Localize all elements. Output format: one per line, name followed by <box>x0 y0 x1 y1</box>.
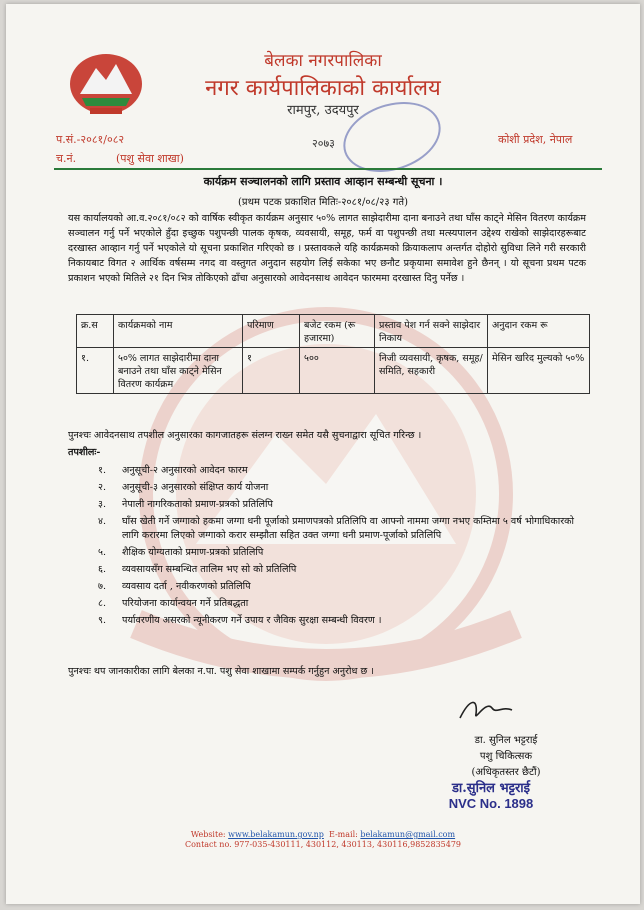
list-item: ६. व्यवसायसँग सम्बन्धित तालिम भए सो को प्रतिलिपि <box>98 564 297 575</box>
column-header: परिमाण <box>243 315 300 348</box>
header-divider <box>54 168 602 170</box>
signatory-name: डा. सुनिल भट्टराई <box>474 735 538 746</box>
closing-note: पुनश्चः थप जानकारीका लागि बेलका न.पा. पशु सेवा शाखामा सम्पर्क गर्नुहुन अनुरोध छ । <box>68 666 374 677</box>
dispatch-number-label: च.नं. <box>56 152 77 165</box>
program-table <box>76 314 590 394</box>
column-header: क्र.स <box>77 315 114 348</box>
website-label: Website: <box>190 830 226 839</box>
stamp-name: डा.सुनिल भट्टराई <box>451 781 531 796</box>
office-name: नगर कार्यपालिकाको कार्यालय <box>205 76 441 101</box>
attachments-title: तपशीलः- <box>68 447 101 458</box>
established-year: २०७३ <box>312 137 335 150</box>
municipality-name: बेलका नगरपालिका <box>264 51 382 71</box>
signature-icon <box>456 694 516 724</box>
list-item: ३. नेपाली नागरिकताको प्रमाण-प्रत्रको प्रतिलिपि <box>98 499 273 510</box>
notice-title: कार्यक्रम सञ्चालनको लागि प्रस्ताव आव्हान सम्बन्धी सूचना । <box>203 175 443 188</box>
list-item: १. अनुसूची-२ अनुसारको आवेदन फारम <box>98 465 248 476</box>
table-cell: मेसिन खरिद मुल्यको ५०% <box>488 348 590 394</box>
notice-subtitle: (प्रथम पटक प्रकाशित मितिः-२०८१/०८/२३ गते) <box>238 197 408 208</box>
footer <box>6 830 640 850</box>
reference-number: प.सं.-२०८१/०८२ <box>56 133 125 146</box>
table-row <box>77 348 590 394</box>
notice-body: यस कार्यालयको आ.व.२०८१/०८२ को वार्षिक स्वीकृत कार्यक्रम अनुसार ५०% लागत साझेदारीमा दाना बनाउने तथा घाँस काट्ने मेसिन वितरण कार्यक्रम सञ्चालन गर्नु पर्ने भएकोले हुँदा इच्छुक पशुपन्छी पालक कृषक, व्यवसायी, समूह, फर्म वा पशुपन्छी तथा मत्स्यपालन उद्देश्य राखेको साझेदारहरूबाट दरखास्त आव्हान गर्नु पर्ने भएकोले यो सूचना प्रकाशित गरिएको छ । प्रस्तावकले यहि कार्यक्रमको क्रियाकलाप अन्तर्गत दोहोरो सुविधा लिने गरी सरकारी निकायबाट विगत २ आर्थिक वर्षसम्म नगद वा वस्तुगत अनुदान सहयोग लिई सकेका भए छनौट प्रकृयामा समावेश हुने छैनन् । यो सूचना प्रथम पटक प्रकाशन भएको मितिले २१ दिन भित्र तोकिएको ढाँचा अनुसारको आवेदनसाथ आवेदन फारममा दरखास्त दिनु पर्नेछ । <box>68 213 586 284</box>
post-note: पुनश्चः आवेदनसाथ तपशील अनुसारका कागजातहरू संलग्न राख्न समेत यसै सुचनाद्वारा सूचित गरिन्छ । <box>68 430 422 441</box>
stamp-nvc: NVC No. 1898 <box>448 796 534 811</box>
column-header: अनुदान रकम रू <box>488 315 590 348</box>
table-cell: निजी व्यवसायी, कृषक, समूह/समिति, सहकारी <box>375 348 488 394</box>
contact-numbers: Contact no. 977-035-430111, 430112, 430113, 430116,9852835479 <box>184 840 462 849</box>
attachments-list <box>98 464 588 631</box>
list-item: ४. घाँस खेती गर्ने जग्गाको हकमा जग्गा धनी पूर्जाको प्रमाणपत्रको प्रतिलिपि वा आफ्नो नाममा जग्गा नभए कम्तिमा ५ वर्ष भोगाधिकारको लागि करारमा लिएको जग्गाको करार सम्झौता सहित उक्त जग्गा धनी प्रमाण-पूर्जाको प्रतिलिपि <box>98 516 574 541</box>
column-header: प्रस्ताव पेश गर्न सक्ने साझेदार निकाय <box>375 315 488 348</box>
email-label: E-mail: <box>328 830 358 839</box>
province-name: कोशी प्रदेश, नेपाल <box>498 133 573 146</box>
table-cell: ५०० <box>300 348 375 394</box>
column-header: कार्यक्रमको नाम <box>114 315 243 348</box>
table-cell: १. <box>77 348 114 394</box>
signatory-stamp <box>426 778 556 811</box>
list-item: ८. परियोजना कार्यान्वयन गर्ने प्रतिबद्धता <box>98 598 249 609</box>
signatory-role: (अधिकृतस्तर छैटौं) <box>471 767 541 778</box>
office-location: रामपुर, उदयपुर <box>287 103 359 118</box>
signatory-post: पशु चिकित्सक <box>479 751 533 762</box>
section-name: (पशु सेवा शाखा) <box>116 152 184 165</box>
list-item: ७. व्यवसाय दर्ता , नवीकरणको प्रतिलिपि <box>98 581 251 592</box>
email-link[interactable]: belakamun@gmail.com <box>360 830 456 839</box>
table-header-row <box>77 315 590 348</box>
table-cell: १ <box>243 348 300 394</box>
list-item: २. अनुसूची-३ अनुसारको संक्षिप्त कार्य योजना <box>98 482 269 493</box>
list-item: ५. शैक्षिक योग्यताको प्रमाण-प्रत्रको प्रतिलिपि <box>98 547 264 558</box>
notice-document <box>6 4 640 904</box>
table-cell: ५०% लागत साझेदारीमा दाना बनाउने तथा घाँस काट्ने मेसिन वितरण कार्यक्रम <box>114 348 243 394</box>
column-header: बजेट रकम (रू हजारमा) <box>300 315 375 348</box>
website-link[interactable]: www.belakamun.gov.np <box>228 830 324 839</box>
list-item: ९. पर्यावरणीय असरको न्यूनीकरण गर्ने उपाय र जैविक सुरक्षा सम्बन्धी विवरण । <box>98 615 382 626</box>
